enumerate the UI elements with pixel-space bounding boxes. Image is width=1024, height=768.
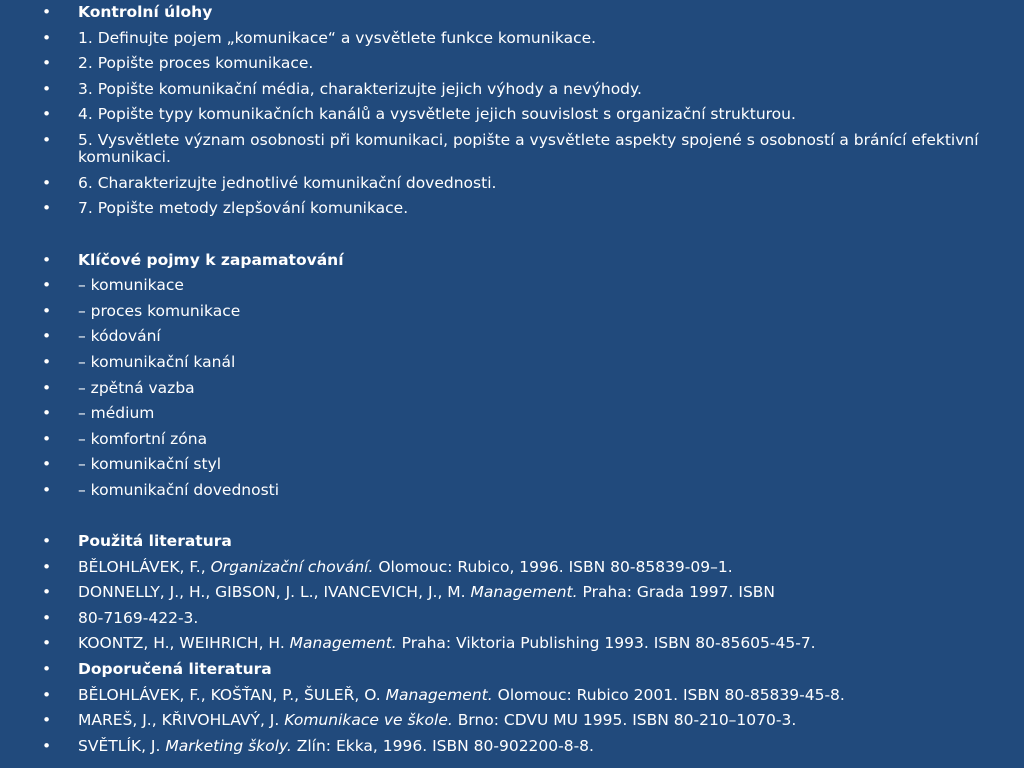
terms-heading-item: [42, 248, 982, 274]
term-item: [42, 299, 982, 325]
literature-entry: [42, 580, 982, 606]
task-item: [42, 51, 982, 77]
bullet-icon: [42, 51, 62, 77]
task-item: [42, 26, 982, 52]
literature-publisher: Olomouc: Rubico, 1996. ISBN 80-85839-09–1.: [373, 557, 733, 576]
bullet-icon: [42, 132, 62, 149]
term-text: – proces komunikace: [78, 301, 241, 320]
task-item: [42, 171, 982, 197]
term-item: [42, 452, 982, 478]
term-item: [42, 376, 982, 402]
literature-title: Management.: [470, 583, 578, 602]
bullet-icon: [42, 376, 62, 402]
bullet-icon: [42, 299, 62, 325]
term-text: – komfortní zóna: [78, 429, 208, 448]
term-item: [42, 273, 982, 299]
task-text: 4. Popište typy komunikačních kanálů a vysvětlete jejich souvislost s organizační strukturou.: [78, 105, 796, 124]
task-item: [42, 196, 982, 222]
literature-title: Marketing školy.: [165, 736, 292, 755]
literature-authors: DONNELLY, J., H., GIBSON, J. L., IVANCEVICH, J., M.: [78, 583, 471, 602]
literature-entry: [42, 683, 982, 709]
literature-authors: KOONTZ, H., WEIHRICH, H.: [78, 634, 290, 653]
bullet-icon: [42, 196, 62, 222]
bullet-icon: [42, 324, 62, 350]
literature-entry: [42, 734, 982, 760]
bullet-icon: [42, 657, 62, 683]
bullet-icon: [42, 478, 62, 504]
task-item: [42, 102, 982, 128]
task-item: [42, 128, 982, 171]
task-text: 5. Vysvětlete význam osobnosti při komunikaci, popište a vysvětlete aspekty spojené s osobností a bránící efektivní komunikaci.: [78, 130, 979, 167]
bullet-icon: [42, 631, 62, 657]
bullet-icon: [42, 26, 62, 52]
bullet-icon: [42, 401, 62, 427]
tasks-heading-item: [42, 0, 982, 26]
slide-content: [42, 0, 982, 759]
used-literature-heading: Použitá literatura: [78, 532, 232, 551]
literature-publisher: Olomouc: Rubico 2001. ISBN 80-85839-45-8.: [492, 685, 845, 704]
task-text: 1. Definujte pojem „komunikace“ a vysvětlete funkce komunikace.: [78, 28, 597, 47]
task-text: 2. Popište proces komunikace.: [78, 54, 314, 73]
task-text: 7. Popište metody zlepšování komunikace.: [78, 199, 409, 218]
term-text: – zpětná vazba: [78, 378, 195, 397]
bullet-icon: [42, 683, 62, 709]
literature-entry: [42, 631, 982, 657]
term-text: – kódování: [78, 327, 161, 346]
recommended-literature-heading: Doporučená literatura: [78, 660, 272, 679]
literature-title: Management.: [289, 634, 397, 653]
task-item: [42, 77, 982, 103]
bullet-icon: [42, 102, 62, 128]
recommended-literature-heading-item: [42, 657, 982, 683]
bullet-icon: [42, 529, 62, 555]
literature-title: Organizační chování.: [210, 557, 374, 576]
used-literature-heading-item: [42, 529, 982, 555]
bullet-icon: [42, 606, 62, 632]
literature-authors: MAREŠ, J., KŘIVOHLAVÝ, J.: [78, 711, 285, 730]
bullet-icon: [42, 734, 62, 760]
literature-authors: BĚLOHLÁVEK, F.,: [78, 557, 211, 576]
bullet-icon: [42, 273, 62, 299]
bullet-icon: [42, 248, 62, 274]
literature-publisher: Brno: CDVU MU 1995. ISBN 80-210–1070-3.: [452, 711, 797, 730]
term-item: [42, 401, 982, 427]
term-text: – komunikační styl: [78, 455, 222, 474]
literature-authors: 80-7169-422-3.: [78, 608, 199, 627]
bullet-icon: [42, 350, 62, 376]
literature-publisher: Zlín: Ekka, 1996. ISBN 80-902200-8-8.: [291, 736, 594, 755]
term-text: – komunikační kanál: [78, 352, 236, 371]
term-item: [42, 324, 982, 350]
bullet-icon: [42, 555, 62, 581]
bullet-icon: [42, 171, 62, 197]
term-text: – komunikační dovednosti: [78, 480, 280, 499]
terms-heading: Klíčové pojmy k zapamatování: [78, 250, 344, 269]
literature-entry: [42, 606, 982, 632]
literature-title: Komunikace ve škole.: [284, 711, 453, 730]
bullet-icon: [42, 708, 62, 734]
literature-authors: SVĚTLÍK, J.: [78, 736, 166, 755]
bullet-icon: [42, 580, 62, 606]
literature-publisher: Praha: Grada 1997. ISBN: [577, 583, 776, 602]
bullet-icon: [42, 77, 62, 103]
term-item: [42, 427, 982, 453]
bullet-icon: [42, 0, 62, 26]
task-text: 3. Popište komunikační média, charakterizujte jejich výhody a nevýhody.: [78, 79, 642, 98]
literature-entry: [42, 555, 982, 581]
bullet-icon: [42, 452, 62, 478]
section-spacer: [42, 222, 982, 248]
literature-entry: [42, 708, 982, 734]
literature-authors: BĚLOHLÁVEK, F., KOŠŤAN, P., ŠULEŘ, O.: [78, 685, 386, 704]
term-item: [42, 350, 982, 376]
term-text: – komunikace: [78, 276, 184, 295]
term-text: – médium: [78, 404, 155, 423]
tasks-heading: Kontrolní úlohy: [78, 3, 213, 21]
section-spacer: [42, 504, 982, 530]
term-item: [42, 478, 982, 504]
literature-publisher: Praha: Viktoria Publishing 1993. ISBN 80-85605-45-7.: [396, 634, 816, 653]
bullet-icon: [42, 427, 62, 453]
literature-title: Management.: [385, 685, 493, 704]
task-text: 6. Charakterizujte jednotlivé komunikační dovednosti.: [78, 173, 497, 192]
